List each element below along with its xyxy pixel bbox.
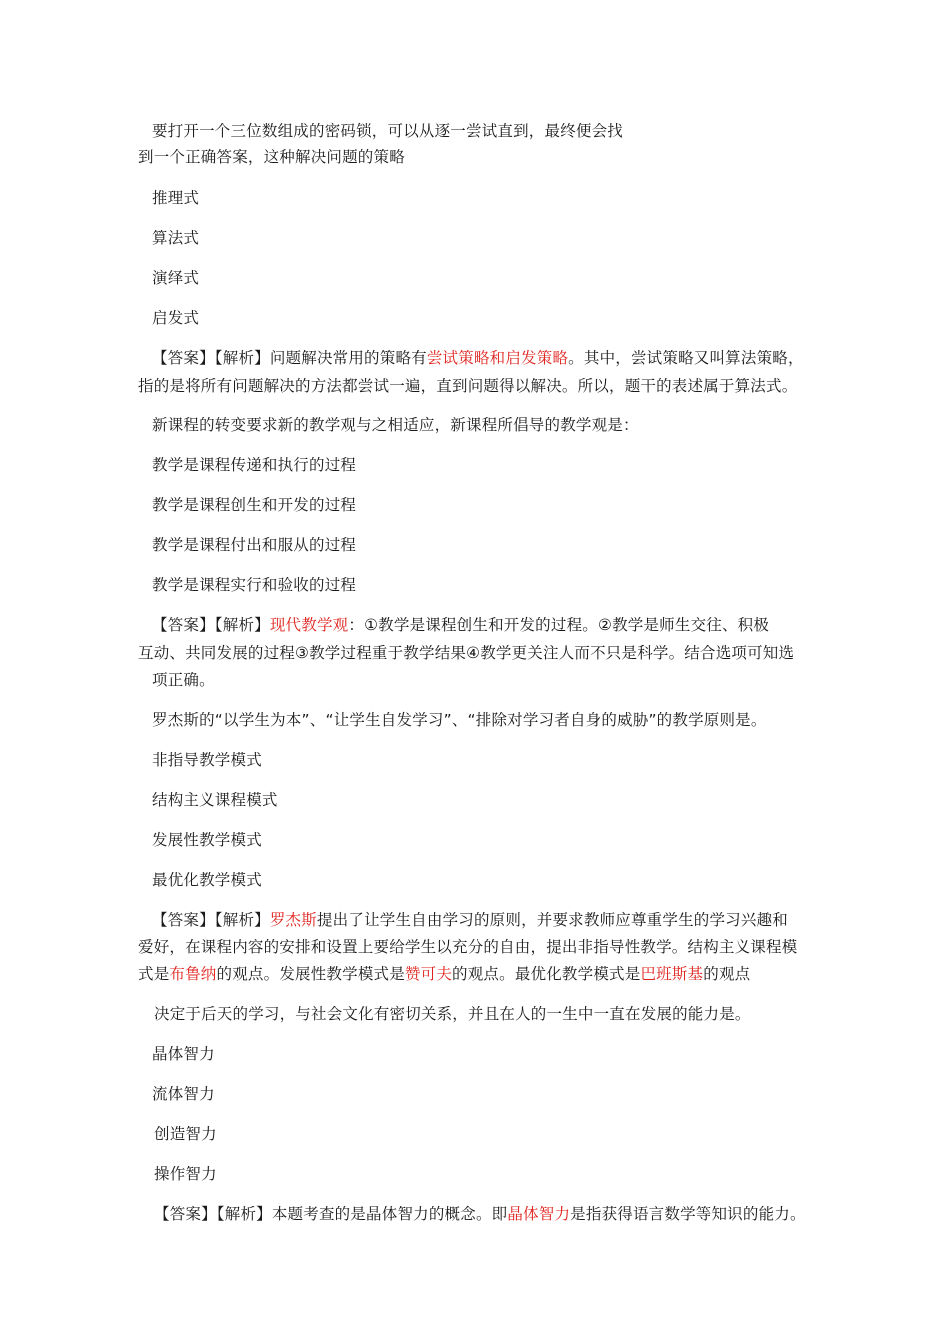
- answer-text: 式是: [138, 965, 170, 983]
- q1-option: 算法式: [152, 229, 200, 247]
- q4-option: 晶体智力: [152, 1045, 215, 1063]
- answer-text: 的观点: [703, 965, 751, 983]
- answer-text: 【答案】【解析】本题考查的是晶体智力的概念。即: [154, 1205, 508, 1223]
- q2-option: 教学是课程实行和验收的过程: [152, 576, 357, 594]
- q3-option: 发展性教学模式: [152, 831, 262, 849]
- q4-option: 操作智力: [154, 1165, 217, 1183]
- q1-option: 推理式: [152, 189, 200, 207]
- q2-answer-line2: 互动、共同发展的过程③教学过程重于教学结果④教学更关注人而不只是科学。结合选项可知选: [138, 644, 795, 662]
- answer-text: 的观点。发展性教学模式是: [216, 965, 405, 983]
- q3-answer-line1: [152, 910, 788, 930]
- q2-stem: 新课程的转变要求新的教学观与之相适应，新课程所倡导的教学观是：: [152, 416, 639, 434]
- answer-text: 【答案】【解析】: [152, 616, 270, 634]
- q3-option: 结构主义课程模式: [152, 791, 278, 809]
- q3-option: 非指导教学模式: [152, 751, 262, 769]
- q2-option: 教学是课程付出和服从的过程: [152, 536, 357, 554]
- q1-answer-line2: 指的是将所有问题解决的方法都尝试一遍，直到问题得以解决。所以，题干的表述属于算法式。: [138, 377, 798, 395]
- answer-highlight: 布鲁纳: [169, 965, 217, 983]
- q3-stem: 罗杰斯的“以学生为本”、“让学生自发学习”、“排除对学习者自身的威胁”的教学原则是。: [152, 711, 767, 729]
- answer-highlight: 巴班斯基: [640, 965, 704, 983]
- q1-stem-line1: 要打开一个三位数组成的密码锁，可以从逐一尝试直到，最终便会找: [152, 122, 624, 140]
- answer-highlight: 晶体智力: [507, 1205, 571, 1223]
- answer-text: 【答案】【解析】问题解决常用的策略有: [152, 349, 427, 367]
- q1-option: 启发式: [152, 309, 200, 327]
- q4-option: 流体智力: [152, 1085, 215, 1103]
- answer-text: 是指获得语言数学等知识的能力。: [570, 1205, 806, 1223]
- answer-text: 提出了让学生自由学习的原则，并要求教师应尊重学生的学习兴趣和: [316, 911, 788, 929]
- q1-answer-line1: [152, 348, 804, 368]
- q2-option: 教学是课程传递和执行的过程: [152, 456, 357, 474]
- q4-stem: 决定于后天的学习，与社会文化有密切关系，并且在人的一生中一直在发展的能力是。: [154, 1005, 751, 1023]
- answer-highlight: 现代教学观: [269, 616, 349, 634]
- q3-option: 最优化教学模式: [152, 871, 262, 889]
- answer-text: ：①教学是课程创生和开发的过程。②教学是师生交往、积极: [348, 616, 770, 634]
- q4-option: 创造智力: [154, 1125, 217, 1143]
- answer-highlight: 赞可夫: [404, 965, 453, 983]
- answer-text: 的观点。最优化教学模式是: [452, 965, 641, 983]
- q1-stem-line2: 到一个正确答案，这种解决问题的策略: [138, 148, 405, 166]
- q3-answer-line3: [138, 964, 750, 984]
- q2-answer-line1: [152, 615, 769, 635]
- q4-answer-line1: [154, 1204, 806, 1224]
- q2-option: 教学是课程创生和开发的过程: [152, 496, 357, 514]
- q3-answer-line2: 爱好，在课程内容的安排和设置上要给学生以充分的自由，提出非指导性教学。结构主义课程模: [138, 938, 798, 956]
- answer-highlight: 罗杰斯: [269, 911, 317, 929]
- answer-text: 。其中，尝试策略又叫算法策略，: [568, 349, 804, 367]
- q2-answer-line3: 项正确。: [152, 671, 215, 689]
- answer-highlight: 尝试策略和启发策略: [426, 349, 569, 367]
- q1-option: 演绎式: [152, 269, 200, 287]
- answer-text: 【答案】【解析】: [152, 911, 270, 929]
